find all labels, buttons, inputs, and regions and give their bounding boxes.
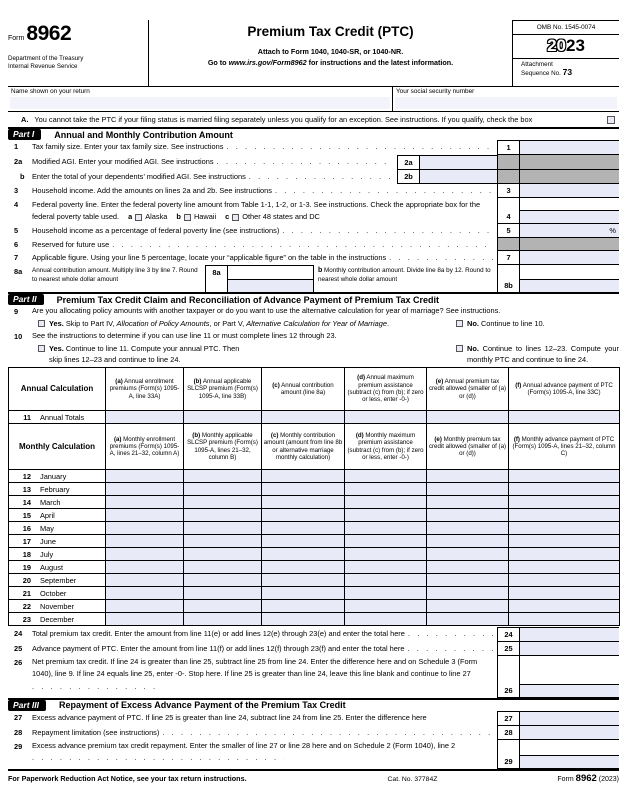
line-29-field	[519, 740, 619, 769]
line-7-box-label: 7	[497, 251, 519, 265]
omb-block	[512, 20, 619, 86]
part1-bar	[8, 127, 619, 140]
line-8a-box-label: 8a	[205, 265, 227, 292]
line-8a-field	[227, 265, 313, 292]
exception-checkbox[interactable]	[607, 116, 615, 124]
line-26-field	[519, 656, 619, 698]
monthly-column-header: (c) Monthly contribution amount (amount from line 8b or alternative marriage monthly calculation)	[262, 424, 345, 470]
form-line-25: 25 Advance payment of PTC. Enter the amount from line 11(f) or add lines 12(f) through 23(f) and enter the total here . . . 25	[8, 642, 619, 656]
month-row	[9, 483, 620, 496]
line-11a-input[interactable]	[106, 411, 184, 424]
line-29-text: Excess advance premium tax credit repayment. Enter the smaller of line 27 or line 28 here and on Schedule 2 (Form 1040), line 2. . .	[32, 740, 497, 769]
tax-year: 2023	[513, 35, 619, 59]
month-col-b-input[interactable]	[184, 522, 262, 535]
line-10-no-checkbox[interactable]	[456, 345, 463, 352]
poverty-option-alaska: a Alaska	[128, 212, 168, 221]
month-col-b-input[interactable]	[184, 509, 262, 522]
ptc-calculation-table	[8, 367, 620, 626]
dot-leader	[162, 726, 494, 739]
irs-url: www.irs.gov/Form8962	[228, 58, 307, 67]
line-28-input[interactable]	[519, 726, 619, 740]
notice-a-letter: A.	[21, 115, 29, 124]
line-28-box-label: 28	[497, 726, 519, 740]
paperwork-notice: For Paperwork Reduction Act Notice, see your tax return instructions.	[8, 773, 247, 783]
catalog-number: Cat. No. 37784Z	[387, 775, 438, 783]
month-col-d-input[interactable]	[345, 496, 427, 509]
month-col-b-input[interactable]	[184, 613, 262, 626]
dot-leader	[226, 140, 494, 153]
form-line-1: 1 Tax family size. Enter your tax family size. See instructions . . . 1	[8, 140, 619, 155]
month-row	[9, 522, 620, 535]
month-row	[9, 509, 620, 522]
monthly-column-header: (f) Monthly advance payment of PTC (Form(s) 1095-A, lines 21–32, column C)	[509, 424, 620, 470]
month-col-a-input[interactable]	[106, 509, 184, 522]
month-col-f-input[interactable]	[509, 587, 620, 600]
line-5-input[interactable]	[519, 224, 619, 238]
line-9-text: Are you allocating policy amounts with another taxpayer or do you want to use the alternative calculation for year of marriage? See instructions.	[32, 306, 501, 315]
line-4-field	[519, 198, 619, 224]
line-6-shaded	[497, 238, 519, 251]
month-row	[9, 600, 620, 613]
line-4-input[interactable]	[520, 210, 619, 223]
month-col-e-input[interactable]	[427, 587, 509, 600]
line-11f-input[interactable]	[509, 411, 620, 424]
name-input[interactable]	[10, 97, 390, 109]
month-col-a-input[interactable]	[106, 574, 184, 587]
month-col-a-input[interactable]	[106, 587, 184, 600]
annual-column-header: (c) Annual contribution amount (line 8a)	[262, 368, 345, 411]
month-label: 20 September	[9, 574, 106, 587]
part1-title: Annual and Monthly Contribution Amount	[54, 129, 233, 140]
line-9-no-checkbox[interactable]	[456, 320, 463, 327]
month-row	[9, 613, 620, 626]
line-24-box-label: 24	[497, 627, 519, 642]
annual-column-header: (a) Annual enrollment premiums (Form(s) 1095-A, line 33A)	[106, 368, 184, 411]
form-header	[8, 20, 619, 86]
dot-leader	[112, 238, 494, 251]
month-col-c-input[interactable]	[262, 574, 345, 587]
month-label: 19 August	[9, 561, 106, 574]
part1-label: Part I	[8, 129, 41, 140]
dot-leader	[389, 251, 494, 264]
page-title: Premium Tax Credit (PTC)	[247, 24, 414, 39]
month-row	[9, 470, 620, 483]
line-9-no-text: No. Continue to line 10.	[467, 319, 545, 328]
month-col-b-input[interactable]	[184, 548, 262, 561]
month-col-c-input[interactable]	[262, 613, 345, 626]
month-label: 13 February	[9, 483, 106, 496]
month-col-d-input[interactable]	[345, 470, 427, 483]
month-col-d-input[interactable]	[345, 535, 427, 548]
line-11d-input[interactable]	[345, 411, 427, 424]
line-2a-shaded	[519, 155, 619, 170]
line-9-yes-text: Yes. Skip to Part IV, Allocation of Policy Amounts, or Part V, Alternative Calculation for Year of Marriage.	[49, 319, 390, 328]
form-line-28: 28 Repayment limitation (see instructions) . . . 28	[8, 726, 619, 740]
month-col-b-input[interactable]	[184, 470, 262, 483]
line-8a-input[interactable]	[228, 279, 313, 292]
month-col-b-input[interactable]	[184, 496, 262, 509]
month-col-c-input[interactable]	[262, 548, 345, 561]
line-27-box-label: 27	[497, 711, 519, 726]
month-row	[9, 574, 620, 587]
line-9-yes-checkbox[interactable]	[38, 320, 45, 327]
month-col-c-input[interactable]	[262, 509, 345, 522]
line-5-box-label: 5	[497, 224, 519, 238]
line-11b-input[interactable]	[184, 411, 262, 424]
month-label: 17 June	[9, 535, 106, 548]
month-col-f-input[interactable]	[509, 470, 620, 483]
month-col-e-input[interactable]	[427, 600, 509, 613]
line-2b-shaded	[519, 170, 619, 184]
month-col-f-input[interactable]	[509, 509, 620, 522]
hawaii-checkbox[interactable]	[184, 214, 191, 221]
monthly-calculation-label: Monthly Calculation	[9, 424, 106, 470]
line-8b-input[interactable]	[520, 279, 619, 292]
month-col-c-input[interactable]	[262, 561, 345, 574]
line-26-text: Net premium tax credit. If line 24 is greater than line 25, subtract line 25 from line 24. Enter the difference here and on Schedule 3 (Form 1040), line 9. If line 24 equals line 25, enter -0-. Stop here. If line 25 is greater than line 24, leave this line blank and continue to line 27. . .	[32, 656, 497, 698]
dept-line1: Department of the Treasury	[8, 55, 84, 62]
line-25-box-label: 25	[497, 642, 519, 656]
line-1-input[interactable]	[519, 140, 619, 155]
month-col-a-input[interactable]	[106, 470, 184, 483]
part3-label: Part III	[8, 700, 46, 711]
line-10-text: See the instructions to determine if you can use line 11 or must complete lines 12 through 23.	[32, 331, 337, 340]
month-col-e-input[interactable]	[427, 483, 509, 496]
line-24-input[interactable]	[519, 627, 619, 642]
month-col-e-input[interactable]	[427, 470, 509, 483]
line-10-no-text: No. Continue to lines 12–23. Compute your monthly PTC and continue to line 24.	[467, 344, 619, 364]
month-label: 16 May	[9, 522, 106, 535]
month-col-a-input[interactable]	[106, 496, 184, 509]
form-number: 8962	[26, 22, 72, 45]
form-line-2b: b Enter the total of your dependents’ modified AGI. See instructions . . . 2b	[8, 170, 619, 184]
month-col-e-input[interactable]	[427, 613, 509, 626]
part3-bar	[8, 698, 619, 711]
dot-leader	[249, 170, 394, 183]
month-row	[9, 496, 620, 509]
part3-title: Repayment of Excess Advance Payment of the Premium Tax Credit	[58, 700, 346, 711]
month-col-d-input[interactable]	[345, 548, 427, 561]
month-col-d-input[interactable]	[345, 509, 427, 522]
annual-header-row	[9, 368, 620, 411]
month-row	[9, 561, 620, 574]
notice-a-row	[8, 112, 619, 127]
line-11c-input[interactable]	[262, 411, 345, 424]
month-col-a-input[interactable]	[106, 561, 184, 574]
other48-checkbox[interactable]	[232, 214, 239, 221]
month-label: 23 December	[9, 613, 106, 626]
month-label: 18 July	[9, 548, 106, 561]
month-col-e-input[interactable]	[427, 496, 509, 509]
alaska-checkbox[interactable]	[135, 214, 142, 221]
month-col-d-input[interactable]	[345, 561, 427, 574]
month-col-c-input[interactable]	[262, 470, 345, 483]
line-9-options	[38, 318, 619, 330]
line-10-options	[38, 343, 619, 365]
month-col-b-input[interactable]	[184, 574, 262, 587]
month-col-e-input[interactable]	[427, 574, 509, 587]
form-line-5: 5 Household income as a percentage of federal poverty line (see instructions) . . . 5 %	[8, 224, 619, 238]
month-label: 14 March	[9, 496, 106, 509]
form-line-9: 9 Are you allocating policy amounts with another taxpayer or do you want to use the alternative calculation for year of marriage? See instructions.	[14, 306, 501, 316]
attach-instruction: Attach to Form 1040, 1040-SR, or 1040-NR.	[257, 47, 404, 56]
part2-bar	[8, 292, 619, 305]
line-26-input[interactable]	[520, 684, 619, 697]
month-rows	[9, 470, 620, 626]
line-6-shaded	[519, 238, 619, 251]
month-col-c-input[interactable]	[262, 535, 345, 548]
month-col-b-input[interactable]	[184, 561, 262, 574]
part2-label: Part II	[8, 294, 44, 305]
form-line-24: 24 Total premium tax credit. Enter the amount from line 11(e) or add lines 12(e) through 23(e) and enter the total here . . . 24	[8, 627, 619, 642]
month-col-d-input[interactable]	[345, 587, 427, 600]
month-label: 15 April	[9, 509, 106, 522]
form-line-4: 4 Federal poverty line. Enter the federal poverty line amount from Table 1-1, 1-2, or 1-3. See instructions. Check the appropriate box for the federal poverty table used. a Alaska b Hawaii c Other 48 states and DC 4	[8, 198, 619, 224]
poverty-option-hawaii: b Hawaii	[176, 212, 217, 221]
form-line-10: 10 See the instructions to determine if you can use line 11 or must complete lines 12 through 23.	[14, 331, 337, 341]
month-col-c-input[interactable]	[262, 483, 345, 496]
part2-title: Premium Tax Credit Claim and Reconciliation of Advance Payment of Premium Tax Credit	[56, 294, 440, 305]
annual-totals-row	[9, 411, 620, 424]
dot-leader	[32, 752, 284, 764]
month-col-f-input[interactable]	[509, 574, 620, 587]
monthly-column-header: (b) Monthly applicable SLCSP premium (Form(s) 1095-A, lines 21–32, column B)	[184, 424, 262, 470]
month-col-d-input[interactable]	[345, 522, 427, 535]
month-col-f-input[interactable]	[509, 522, 620, 535]
line-10-yes-checkbox[interactable]	[38, 345, 45, 352]
annual-column-header: (b) Annual applicable SLCSP premium (Form(s) 1095-A, line 33B)	[184, 368, 262, 411]
dot-leader	[407, 642, 494, 655]
month-col-d-input[interactable]	[345, 483, 427, 496]
month-col-f-input[interactable]	[509, 600, 620, 613]
month-col-f-input[interactable]	[509, 535, 620, 548]
line-1-box-label: 1	[497, 140, 519, 155]
line-8a-text: Annual contribution amount. Multiply line 3 by line 7. Round to nearest whole dollar amount	[32, 267, 198, 283]
line-2b-input[interactable]	[419, 170, 497, 184]
dot-leader	[408, 627, 494, 640]
line-2a-input[interactable]	[419, 155, 497, 170]
month-col-d-input[interactable]	[345, 574, 427, 587]
form-footer	[8, 769, 619, 783]
month-col-e-input[interactable]	[427, 548, 509, 561]
name-label: Name shown on your return	[11, 88, 90, 95]
form-line-8: 8a Annual contribution amount. Multiply line 3 by line 7. Round to nearest whole dollar amount 8a b Monthly contribution amount. Divide line 8a by 12. Round to nearest whole dollar amount 8b	[8, 265, 619, 292]
poverty-option-other48: c Other 48 states and DC	[225, 212, 320, 221]
form-line-2a: 2a Modified AGI. Enter your modified AGI. See instructions . . . 2a	[8, 155, 619, 170]
month-col-f-input[interactable]	[509, 613, 620, 626]
monthly-header-row	[9, 424, 620, 470]
line-29-input[interactable]	[520, 755, 619, 768]
line-2b-shaded	[497, 170, 519, 184]
month-col-c-input[interactable]	[262, 587, 345, 600]
form-line-6: 6 Reserved for future use . . .	[8, 238, 619, 251]
line-26-box-label: 26	[497, 656, 519, 698]
form-line-27: 27 Excess advance payment of PTC. If line 25 is greater than line 24, subtract line 24 from line 25. Enter the difference here 27	[8, 711, 619, 726]
line-29-box-label: 29	[497, 740, 519, 769]
line-3-box-label: 3	[497, 184, 519, 198]
month-label: 21 October	[9, 587, 106, 600]
month-col-f-input[interactable]	[509, 548, 620, 561]
ssn-input[interactable]	[395, 97, 617, 109]
month-label: 12 January	[9, 470, 106, 483]
form-id-block	[8, 20, 149, 86]
line-2b-box-label: 2b	[397, 170, 419, 184]
month-col-a-input[interactable]	[106, 535, 184, 548]
month-col-b-input[interactable]	[184, 483, 262, 496]
notice-a-text: You cannot take the PTC if your filing status is married filing separately unless you qualify for an exception. See instructions. If you qualify, check the box	[34, 115, 533, 124]
omb-number: OMB No. 1545-0074	[513, 21, 619, 35]
month-col-e-input[interactable]	[427, 509, 509, 522]
line-3-input[interactable]	[519, 184, 619, 198]
month-col-f-input[interactable]	[509, 561, 620, 574]
annual-column-header: (f) Annual advance payment of PTC (Form(s) 1095-A, line 33C)	[509, 368, 620, 411]
annual-column-header: (e) Annual premium tax credit allowed (smaller of (a) or (d))	[427, 368, 509, 411]
month-col-f-input[interactable]	[509, 483, 620, 496]
month-col-d-input[interactable]	[345, 613, 427, 626]
month-col-a-input[interactable]	[106, 600, 184, 613]
month-col-a-input[interactable]	[106, 613, 184, 626]
dot-leader	[282, 224, 494, 237]
line-8b-field	[519, 265, 619, 292]
dept-line2: Internal Revenue Service	[8, 62, 78, 70]
monthly-column-header: (a) Monthly enrollment premiums (Form(s) 1095-A, lines 21–32, column A)	[106, 424, 184, 470]
form-line-3: 3 Household income. Add the amounts on lines 2a and 2b. See instructions . . . 3	[8, 184, 619, 198]
line-7-input[interactable]	[519, 251, 619, 265]
month-col-d-input[interactable]	[345, 600, 427, 613]
monthly-column-header: (d) Monthly maximum premium assistance (subtract (c) from (b); if zero or less, enter -0-)	[345, 424, 427, 470]
month-col-e-input[interactable]	[427, 522, 509, 535]
month-row	[9, 548, 620, 561]
month-col-e-input[interactable]	[427, 561, 509, 574]
sequence-number: 73	[562, 66, 573, 77]
form-word: Form	[8, 35, 25, 42]
dot-leader	[275, 184, 494, 197]
month-col-a-input[interactable]	[106, 548, 184, 561]
monthly-column-header: (e) Monthly premium tax credit allowed (smaller of (a) or (d))	[427, 424, 509, 470]
month-col-c-input[interactable]	[262, 600, 345, 613]
month-row	[9, 535, 620, 548]
dot-leader	[32, 681, 160, 693]
percent-sign: %	[609, 226, 616, 235]
form-title-block	[149, 20, 512, 86]
ssn-label: Your social security number	[396, 88, 475, 95]
month-col-b-input[interactable]	[184, 600, 262, 613]
annual-calculation-label: Annual Calculation	[9, 368, 106, 411]
line-8b-box-label: 8b	[497, 265, 519, 292]
identity-row	[8, 86, 619, 112]
month-label: 22 November	[9, 600, 106, 613]
line-11e-input[interactable]	[427, 411, 509, 424]
month-col-a-input[interactable]	[106, 522, 184, 535]
line-8b-text: b Monthly contribution amount. Divide line 8a by 12. Round to nearest whole dollar amount	[313, 265, 497, 292]
month-col-e-input[interactable]	[427, 535, 509, 548]
month-col-f-input[interactable]	[509, 496, 620, 509]
line-11-label: 11 Annual Totals	[9, 411, 106, 424]
dot-leader	[217, 155, 394, 168]
month-col-b-input[interactable]	[184, 535, 262, 548]
month-col-c-input[interactable]	[262, 522, 345, 535]
month-col-c-input[interactable]	[262, 496, 345, 509]
line-27-input[interactable]	[519, 711, 619, 726]
form-line-7: 7 Applicable figure. Using your line 5 percentage, locate your “applicable figure” on the table in the instructions . . . 7	[8, 251, 619, 265]
line-25-input[interactable]	[519, 642, 619, 656]
line-2a-box-label: 2a	[397, 155, 419, 170]
line-10-yes-text: Yes. Continue to line 11. Compute your annual PTC. Then skip lines 12–23 and continue to line 24.	[49, 344, 240, 364]
month-col-b-input[interactable]	[184, 587, 262, 600]
form-line-26: 26 Net premium tax credit. If line 24 is greater than line 25, subtract line 25 from line 24. Enter the difference here and on Schedule 3 (Form 1040), line 9. If line 24 equals line 25, enter -0-. Stop here. If line 25 is greater than line 24, leave this line blank and continue to line 27. . . 26	[8, 656, 619, 698]
form-line-29: 29 Excess advance premium tax credit repayment. Enter the smaller of line 27 or line 28 here and on Schedule 2 (Form 1040), line 2. . . 29	[8, 740, 619, 769]
footer-form-id: Form 8962 (2023)	[557, 772, 619, 784]
line-2a-shaded	[497, 155, 519, 170]
attachment-label: Attachment	[521, 61, 553, 68]
month-row	[9, 587, 620, 600]
line-4-box-label: 4	[497, 198, 519, 224]
sequence-label: Sequence No.	[521, 69, 563, 77]
annual-column-header: (d) Annual maximum premium assistance (subtract (c) from (b); if zero or less, enter -0-)	[345, 368, 427, 411]
month-col-a-input[interactable]	[106, 483, 184, 496]
goto-instruction: Go to www.irs.gov/Form8962 for instructions and the latest information.	[207, 58, 454, 67]
